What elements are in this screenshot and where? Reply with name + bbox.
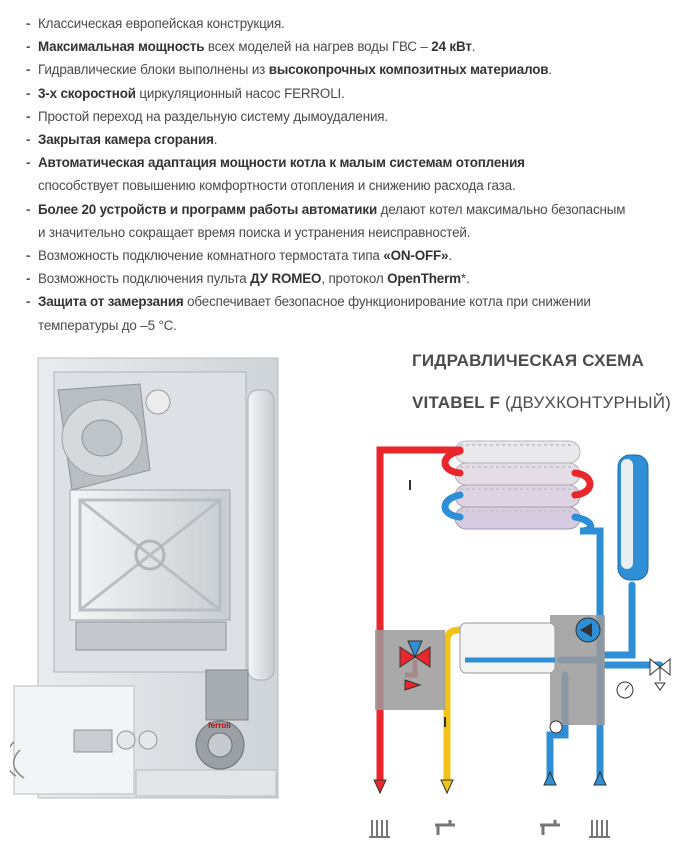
feature-item	[26, 12, 676, 35]
feature-item	[26, 58, 676, 81]
feature-text: Возможность подключения пульта	[38, 271, 251, 287]
bullet-dash: -	[26, 85, 31, 101]
boiler-illustration	[10, 350, 290, 810]
tap-icon-cold	[540, 820, 560, 835]
control-knob	[117, 731, 135, 749]
model-name: VITABEL F	[412, 393, 501, 412]
bullet-dash: -	[26, 108, 31, 124]
feature-text: обеспечивает безопасное функционирование котла при снижении	[183, 294, 591, 310]
feature-item	[26, 290, 676, 336]
feature-continuation: температуры до –5 °С.	[38, 317, 177, 333]
feature-item	[26, 267, 676, 290]
feature-text: всех моделей на нагрев воды ГВС –	[204, 39, 432, 55]
feature-bold-text: 3-х скоростной	[38, 85, 136, 101]
feature-text: Возможность подключение комнатного термостата типа	[38, 248, 384, 264]
features-list	[26, 12, 676, 337]
pressure-switch	[146, 390, 170, 414]
feature-text: делают котел максимально безопасным	[377, 201, 626, 217]
feature-bold-text: Автоматическая адаптация мощности котла к малым системам отопления	[38, 155, 525, 171]
feature-item	[26, 198, 676, 244]
feature-item	[26, 35, 676, 58]
feature-text: циркуляционный насос FERROLI.	[135, 85, 345, 101]
feature-text: *.	[460, 271, 470, 287]
feature-text: .	[548, 62, 552, 78]
feature-bold-text: Более 20 устройств и программ работы автоматики	[38, 201, 378, 217]
burner	[76, 622, 226, 650]
feature-text: .	[471, 39, 476, 55]
plate-heat-exchanger	[460, 623, 555, 673]
feature-bold-text: OpenTherm	[387, 271, 461, 287]
gas-valve	[206, 670, 248, 720]
tap-icon	[435, 820, 455, 835]
scheme-title: ГИДРАВЛИЧЕСКАЯ СХЕМА	[412, 351, 644, 370]
bullet-dash: -	[26, 248, 31, 264]
control-display	[74, 730, 112, 752]
feature-bold-text: высокопрочных композитных материалов	[268, 62, 549, 78]
feature-item	[26, 105, 676, 128]
feature-text: Классическая европейская конструкция.	[38, 16, 285, 31]
feature-text: , протокол	[321, 271, 388, 287]
feature-text: Гидравлические блоки выполнены из	[38, 62, 269, 78]
expansion-tank-side	[248, 390, 274, 680]
model-type: (ДВУХКОНТУРНЫЙ)	[500, 393, 672, 412]
flow-arrows	[374, 772, 606, 793]
feature-bold-text: ДУ ROMEO	[250, 271, 322, 287]
feature-text: .	[213, 132, 218, 148]
control-knob-2	[139, 731, 157, 749]
bullet-dash: -	[26, 39, 31, 55]
scheme-subtitle	[412, 393, 671, 413]
feature-text: .	[448, 248, 452, 264]
bullet-dash: -	[26, 62, 31, 78]
feature-bold-text: Максимальная мощность	[38, 39, 205, 55]
primary-heat-exchanger	[455, 441, 580, 529]
feature-bold-text: «ON-OFF»	[383, 248, 449, 264]
feature-item	[26, 244, 676, 267]
feature-continuation: и значительно сокращает время поиска и устранения неисправностей.	[38, 224, 471, 240]
bullet-dash: -	[26, 271, 31, 287]
feature-bold-text: Закрытая камера сгорания	[38, 132, 214, 148]
pump-brand: ferroli	[208, 721, 231, 730]
feature-text: Простой переход на раздельную систему дымоудаления.	[38, 108, 388, 124]
feature-item	[26, 151, 676, 197]
feature-bold-text: Защита от замерзания	[38, 294, 184, 310]
radiator-icon-return	[589, 820, 610, 837]
feature-item	[26, 128, 676, 151]
bullet-dash: -	[26, 132, 31, 148]
bullet-dash: -	[26, 201, 31, 217]
feature-item	[26, 82, 676, 105]
bullet-dash: -	[26, 155, 31, 171]
hydraulic-scheme	[360, 435, 680, 845]
bullet-dash: -	[26, 16, 31, 31]
bullet-dash: -	[26, 294, 31, 310]
feature-bold-text: 24 кВт	[431, 39, 472, 55]
feature-continuation: способствует повышению комфортности отопления и снижению расхода газа.	[38, 178, 516, 194]
flow-sensor	[550, 721, 562, 733]
radiator-icon	[369, 820, 390, 837]
